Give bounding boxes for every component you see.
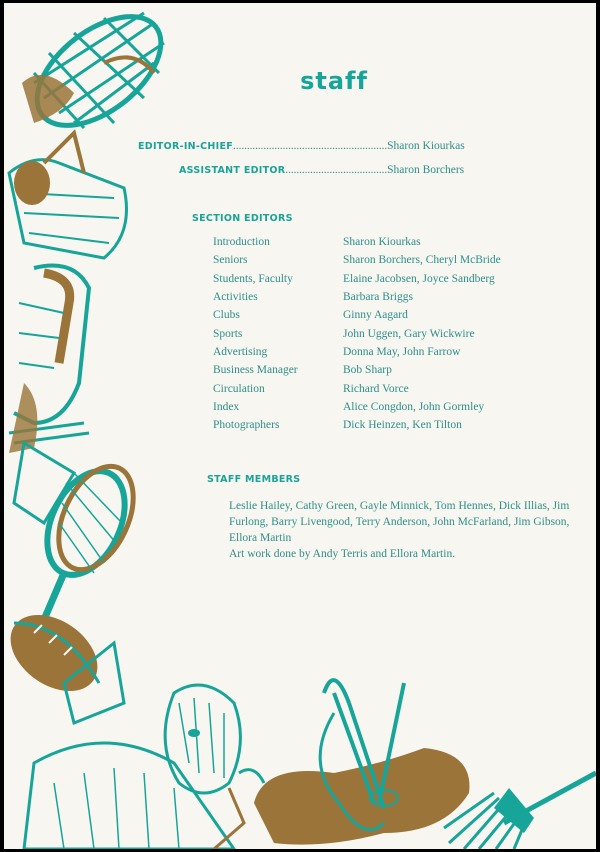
tennis-racket-drawing: [14, 443, 148, 643]
section-editors-heading: SECTION EDITORS: [192, 213, 293, 224]
section-editor-names: Barbara Briggs: [343, 291, 413, 303]
section-row: [4, 291, 596, 307]
editor-in-chief-name: Sharon Kiourkas: [387, 140, 465, 152]
assistant-editor-name: Sharon Borchers: [387, 164, 465, 176]
dot-leader: .....................................: [285, 164, 388, 176]
section-editor-names: Elaine Jacobsen, Joyce Sandberg: [343, 273, 495, 285]
section-editor-names: Alice Congdon, John Gormley: [343, 401, 485, 413]
section-label: Photographers: [213, 419, 280, 431]
yearbook-page: [4, 3, 596, 849]
staff-members-heading: STAFF MEMBERS: [207, 474, 301, 485]
dog-drawing: [24, 685, 244, 849]
dot-leader: ........................................................: [233, 140, 388, 152]
section-label: Circulation: [213, 383, 265, 395]
section-label: Sports: [213, 328, 243, 340]
section-label: Students, Faculty: [213, 273, 293, 285]
football-drawing: [4, 599, 124, 723]
assistant-editor-row: [179, 160, 464, 178]
section-row: [4, 328, 596, 344]
editor-in-chief-row: [138, 136, 465, 154]
section-editor-names: John Uggen, Gary Wickwire: [343, 328, 475, 340]
section-row: [4, 273, 596, 289]
editor-in-chief-label: EDITOR-IN-CHIEF: [138, 141, 234, 152]
palette-drawing: [239, 680, 469, 844]
staff-members-list: Leslie Hailey, Cathy Green, Gayle Minnick, Tom Hennes, Dick Illias, Jim Furlong, Barry Livengood, Terry Anderson, John McFarland, Jim Gibson, Ellora Martin: [229, 500, 570, 544]
section-label: Index: [213, 401, 240, 413]
section-label: Advertising: [213, 346, 268, 358]
section-label: Activities: [213, 291, 258, 303]
snowshoe-drawing: [18, 3, 181, 147]
section-label: Seniors: [213, 254, 248, 266]
section-row: [4, 236, 596, 252]
section-editor-names: Dick Heinzen, Ken Tilton: [343, 419, 462, 431]
section-editor-names: Richard Vorce: [343, 383, 409, 395]
section-label: Introduction: [213, 236, 270, 248]
art-credit: Art work done by Andy Terris and Ellora Martin.: [229, 548, 456, 560]
assistant-editor-label: ASSISTANT EDITOR: [179, 165, 286, 176]
section-row: [4, 346, 596, 362]
section-label: Business Manager: [213, 364, 298, 376]
section-label: Clubs: [213, 309, 240, 321]
section-row: [4, 309, 596, 325]
section-editor-names: Donna May, John Farrow: [343, 346, 461, 358]
section-row: [4, 383, 596, 399]
section-editor-names: Sharon Borchers, Cheryl McBride: [343, 254, 501, 266]
section-editor-names: Ginny Aagard: [343, 309, 408, 321]
section-row: [4, 254, 596, 270]
section-row: [4, 401, 596, 417]
section-editor-names: Sharon Kiourkas: [343, 236, 421, 248]
section-row: [4, 419, 596, 435]
page-title: staff: [300, 67, 368, 95]
section-editor-names: Bob Sharp: [343, 364, 392, 376]
section-row: [4, 364, 596, 380]
